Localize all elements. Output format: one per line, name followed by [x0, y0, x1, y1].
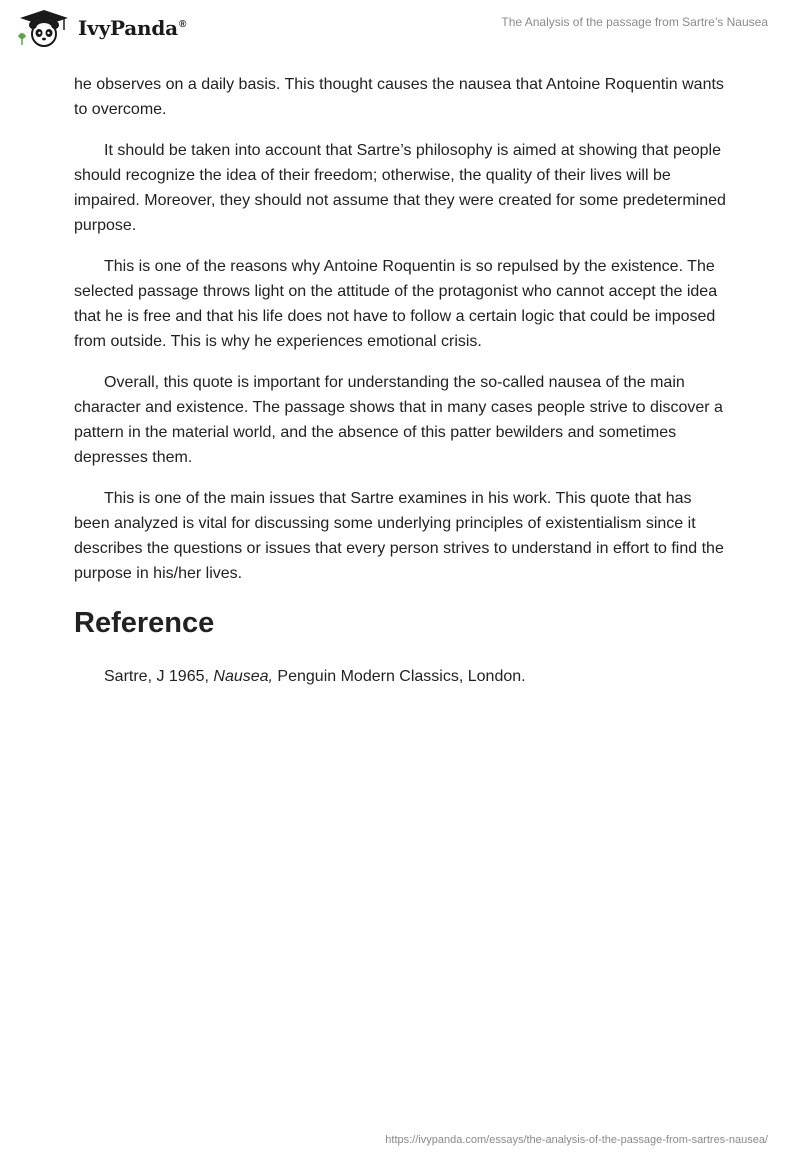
paragraph-continuation: he observes on a daily basis. This thought causes the nausea that Antoine Roquentin wants to overcome.	[74, 76, 724, 118]
paragraph: Overall, this quote is important for understanding the so-called nausea of the main character and existence. The passage shows that in many cases people strive to discover a pattern in the material world, and the absence of this patter bewilders and sometimes depresses them.	[74, 374, 723, 466]
reference-publisher: Penguin Modern Classics, London.	[272, 668, 526, 685]
reference-author-year: Sartre, J 1965,	[104, 668, 214, 685]
panda-graduate-logo-icon	[16, 8, 72, 48]
reference-entry	[74, 664, 728, 689]
reference-heading: Reference	[74, 607, 215, 639]
source-url[interactable]: https://ivypanda.com/essays/the-analysis-of-the-passage-from-sartres-nausea/	[385, 1134, 768, 1146]
brand-name: IvyPanda®	[78, 16, 187, 40]
reference-title: Nausea,	[213, 668, 273, 685]
paragraph: This is one of the reasons why Antoine Roquentin is so repulsed by the existence. The selected passage throws light on the attitude of the protagonist who cannot accept the idea that he is free and that his life does not have to follow a certain logic that could be imposed from outside. This is why he experiences emotional crisis.	[74, 258, 718, 350]
ivypanda-logo[interactable]	[16, 8, 186, 48]
essay-content	[74, 72, 728, 689]
registered-mark: ®	[178, 19, 187, 31]
paragraph: It should be taken into account that Sartre’s philosophy is aimed at showing that people should recognize the idea of their freedom; otherwise, the quality of their lives will be impaired. Moreover, they should not assume that they were created for some predetermined purpose.	[74, 142, 726, 234]
document-title: The Analysis of the passage from Sartre’s Nausea	[501, 15, 768, 29]
paragraph: This is one of the main issues that Sartre examines in his work. This quote that has been analyzed is vital for discussing some underlying principles of existentialism since it describes the questions or issues that every person strives to understand in effort to find the purpose in his/her lives.	[74, 490, 724, 582]
page-header	[0, 0, 800, 60]
